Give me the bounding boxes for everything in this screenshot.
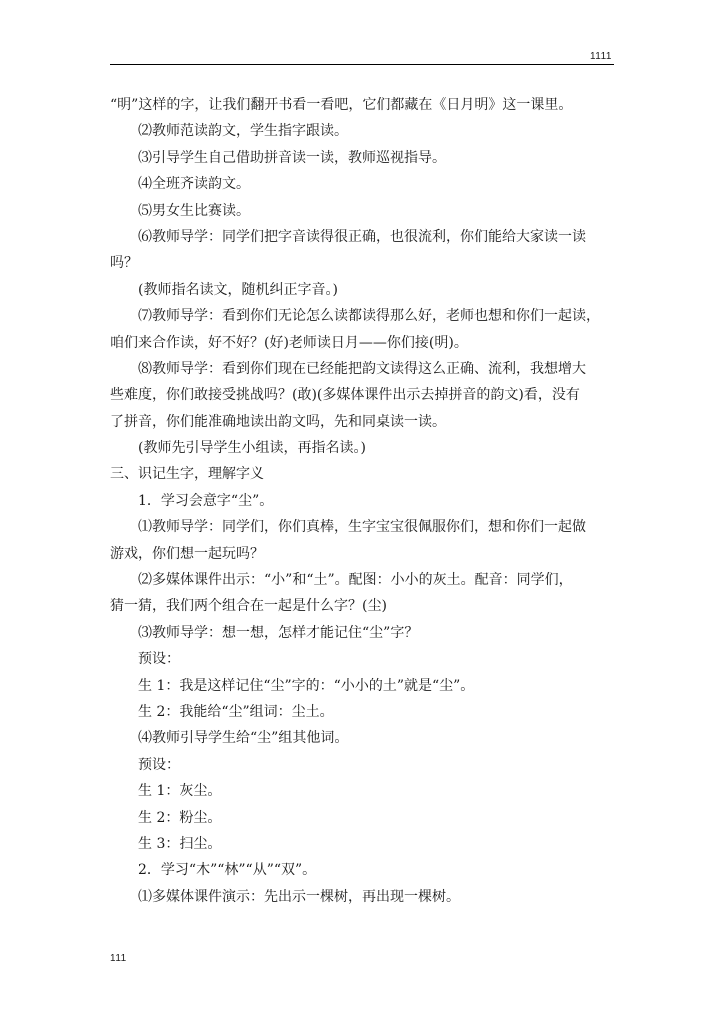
header-page-number: 1111 [589,51,612,62]
text-line: ⑺教师导学：看到你们无论怎么读都读得那么好，老师也想和你们一起读， [138,308,600,325]
text-line: ⑸男女生比赛读。 [138,202,250,219]
text-line: ⑷教师引导学生给“尘”组其他词。 [138,730,349,747]
text-line: 生 1：我是这样记住“尘”字的：“小小的土”就是“尘”。 [138,677,475,694]
text-line: 生 1：灰尘。 [138,783,222,800]
text-line: ⑵多媒体课件出示：“小”和“土”。配图：小小的灰土。配音：同学们， [138,572,573,589]
text-line: 了拼音，你们能准确地读出韵文吗，先和同桌读一读。 [110,413,446,430]
text-line: ⑶教师导学：想一想，怎样才能记住“尘”字？ [138,624,419,641]
text-line: ⑹教师导学：同学们把字音读得很正确，也很流利，你们能给大家读一读 [138,228,586,245]
document-body [110,92,620,910]
text-line: (教师先引导学生小组读，再指名读。) [138,440,366,457]
text-line: 些难度，你们敢接受挑战吗？(敢)(多媒体课件出示去掉拼音的韵文)看，没有 [110,387,580,404]
text-line: ⑷全班齐读韵文。 [138,176,250,193]
text-line: 1．学习会意字“尘”。 [138,492,274,509]
text-line: 预设： [138,756,180,773]
text-line: 生 2：粉尘。 [138,809,222,826]
footer-page-number: 111 [110,953,127,964]
text-line: 游戏，你们想一起玩吗？ [110,545,264,562]
text-line: 2．学习“木”“林”“从”“双”。 [138,862,317,879]
text-line: 三、识记生字，理解字义 [110,466,264,483]
text-line: 生 3：扫尘。 [138,835,222,852]
text-line: 预设： [138,651,180,668]
text-line: ⑴多媒体课件演示：先出示一棵树，再出现一棵树。 [138,888,460,905]
text-line: 猜一猜，我们两个组合在一起是什么字？(尘) [110,598,387,615]
text-line: 吗？ [110,255,138,272]
text-line: ⑻教师导学：看到你们现在已经能把韵文读得这么正确、流利，我想增大 [138,360,586,377]
text-line: 咱们来合作读，好不好？(好)老师读日月——你们接(明)。 [110,334,468,351]
header-rule [110,64,614,65]
text-line: (教师指名读文，随机纠正字音。) [138,281,338,298]
text-line: ⑴教师导学：同学们，你们真棒，生字宝宝很佩服你们，想和你们一起做 [138,519,586,536]
text-line: ⑵教师范读韵文，学生指字跟读。 [138,123,348,140]
text-line: “明”这样的字，让我们翻开书看一看吧，它们都藏在《日月明》这一课里。 [110,97,573,113]
text-line: 生 2：我能给“尘”组词：尘土。 [138,703,334,720]
text-line: ⑶引导学生自己借助拼音读一读，教师巡视指导。 [138,149,446,166]
